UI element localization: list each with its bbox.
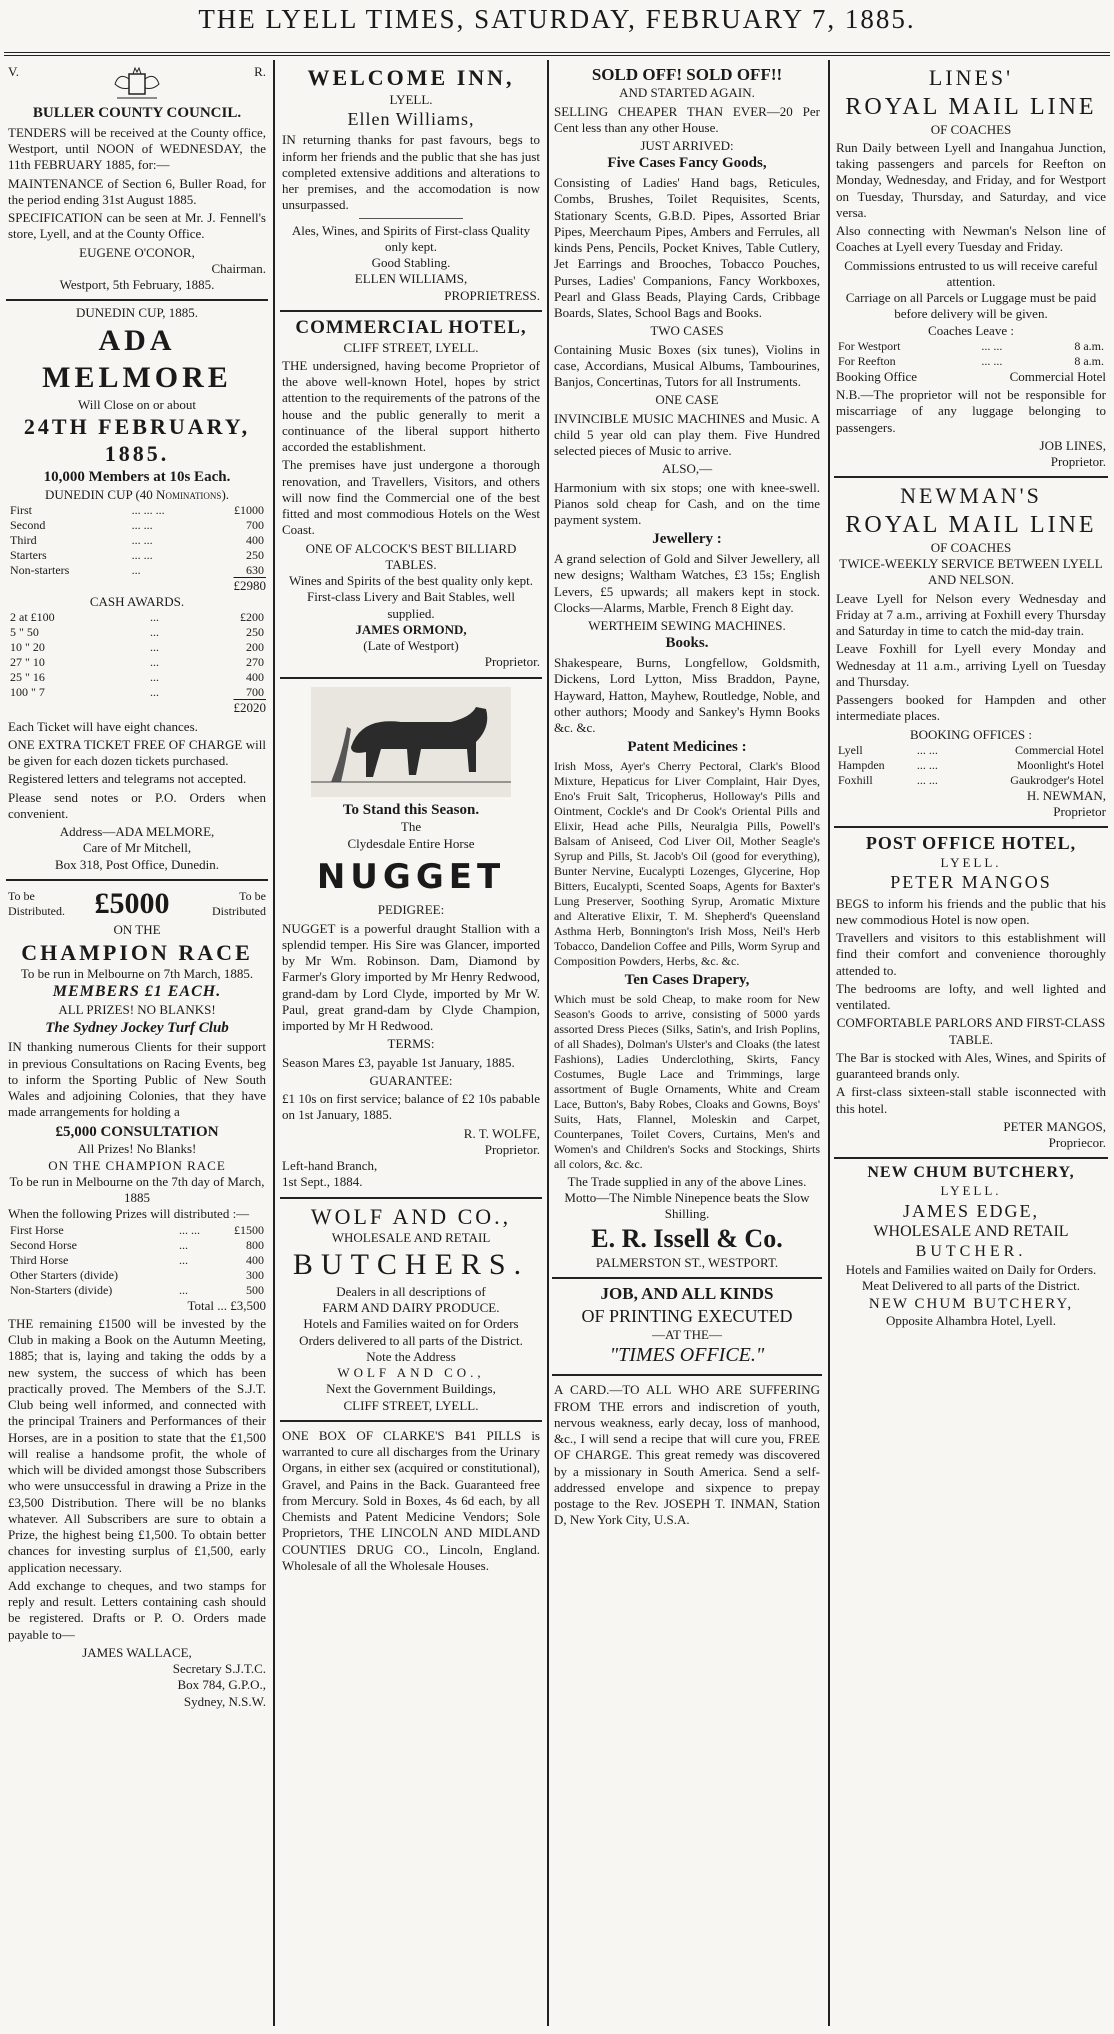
champion-onthe: ON THE <box>113 922 161 938</box>
column-3 <box>552 60 822 2026</box>
sold-fancy: Five Cases Fancy Goods, <box>607 155 767 172</box>
nugget-signature: R. T. WOLFE, <box>463 1125 540 1141</box>
newman-signature: H. NEWMAN, <box>1026 787 1106 803</box>
sold-sub: AND STARTED AGAIN. <box>619 85 755 101</box>
post-p5: The Bar is stocked with Ales, Wines, and Spirits of guaranteed brands only. <box>836 1049 1106 1081</box>
table-cell: 27 " 10 <box>10 655 45 670</box>
table-cell: 630 <box>246 562 264 577</box>
table-cell: ... <box>150 685 160 700</box>
champion-club: The Sydney Jockey Turf Club <box>45 1019 229 1036</box>
clarke-body: ONE BOX OF CLARKE'S B41 PILLS is warranted to cure all discharges from the Urinary Organs, in either sex (acquired or constitutional), Gravel, and Pains in the Back. Guaranteed free from Mercury. Sold in Boxes, 4s 6d each, by all Chemists and Patent Medicine Vendors; Sole Proprietors, THE LINCOLN AND MIDLAND COUNTIES DRUG CO., Lincoln, England. Wholesale of all the Wholesale Houses. <box>282 1427 540 1573</box>
champion-body: IN thanking numerous Clients for their support in previous Consultations on Racing Events, beg to inform the Sporting Public of New South Wales and adjoining Colonies, that they have made arrangements for holding a <box>8 1039 266 1120</box>
dunedin-addr2: Care of Mr Mitchell, <box>82 840 192 856</box>
table-cell: ... <box>131 562 141 577</box>
table-cell: ... <box>150 625 160 640</box>
sold-motto: Motto—The Nimble Ninepence beats the Slow Shilling. <box>564 1190 810 1222</box>
lines-schedule <box>836 339 1106 369</box>
post-place: LYELL. <box>940 854 1002 870</box>
column-4 <box>834 60 1108 2026</box>
nugget-name: NUGGET <box>316 856 506 897</box>
column-rule <box>828 60 830 2026</box>
welcome-ales: Ales, Wines, and Spirits of First-class Quality only kept. <box>291 222 531 254</box>
sold-issell: E. R. Issell & Co. <box>591 1223 783 1253</box>
sold-onebody: INVINCIBLE MUSIC MACHINES and Music. A child 5 year old can play them. Five Hundred selected pieces of Music to arrive. <box>554 410 820 458</box>
table-cell: Lyell <box>838 742 863 757</box>
table-cell: £1000 <box>234 502 264 517</box>
table-cell: 250 <box>246 625 264 640</box>
council-spec: SPECIFICATION can be seen at Mr. J. Fennell's store, Lyell, and at the County Office. <box>8 210 266 242</box>
table-cell: ... ... <box>131 517 153 532</box>
lines-also: Also connecting with Newman's Nelson line of Coaches at Lyell every Tuesday and Friday. <box>836 223 1106 255</box>
vr-right: R. <box>254 64 266 79</box>
table-row <box>8 1238 266 1253</box>
table-cell: ... ... <box>916 742 938 757</box>
champion-amount: £5000 <box>94 886 170 920</box>
welcome-role: PROPRIETRESS. <box>444 287 540 303</box>
table-cell: Hampden <box>838 757 885 772</box>
table-cell: Second Horse <box>10 1237 77 1252</box>
champion-consult: £5,000 CONSULTATION <box>55 1123 219 1140</box>
champion-exchange: Add exchange to cheques, and two stamps for reply and result. Letters containing cash should be registered. Drafts or P. O. Orders made payable to— <box>8 1577 266 1642</box>
council-notice <box>6 60 268 301</box>
champion-members: MEMBERS £1 EACH. <box>52 983 222 1001</box>
champion-run: To be run in Melbourne on 7th March, 1885. <box>20 966 254 981</box>
sold-also: ALSO,— <box>661 461 713 477</box>
wolf-butchers-ad <box>280 1199 542 1422</box>
sold-patent: Patent Medicines : <box>627 739 747 756</box>
champion-tobe: To be Distributed. <box>8 888 65 918</box>
sold-drapery: Ten Cases Drapery, <box>624 972 750 988</box>
dunedin-addr1: Address—ADA MELMORE, <box>59 824 215 839</box>
champion-sig4: Sydney, N.S.W. <box>183 1693 266 1709</box>
table-row <box>8 548 266 563</box>
table-row <box>8 1283 266 1298</box>
table-cell: 200 <box>246 640 264 655</box>
champion-tobe2: To be Distributed <box>212 888 266 918</box>
sold-trade: The Trade supplied in any of the above Lines. <box>567 1173 807 1189</box>
nugget-stallion-ad <box>280 679 542 1199</box>
sold-off-ad <box>552 60 822 1279</box>
welcome-body: IN returning thanks for past favours, begs to inform her friends and the public that she has just completed extensive additions and alterations to her premises, and the accomodation is now unsurpassed. <box>282 132 540 213</box>
newman-role: Proprietor <box>1053 804 1106 819</box>
welcome-title: WELCOME INN, <box>307 65 515 90</box>
commercial-wines: Wines and Spirits of the best quality only kept. <box>289 573 533 588</box>
table-cell: ... <box>150 640 160 655</box>
job-atthe: —AT THE— <box>652 1327 722 1342</box>
champion-allprizes: ALL PRIZES! NO BLANKS! <box>58 1002 216 1018</box>
table-row <box>8 625 266 640</box>
council-title: BULLER COUNTY COUNCIL. <box>32 105 242 121</box>
table-row <box>836 339 1106 354</box>
table-row <box>8 655 266 670</box>
champion-dist: When the following Prizes will distributed :— <box>8 1206 250 1222</box>
nugget-body: NUGGET is a powerful draught Stallion with a splendid temper. His Sire was Glancer, imported by Mr Wm. Robinson. Dam, Diamond by Farmer's Glory imported by Mr Henry Redwood, grand-dam by Lord Clyde, imported by Mr W. Paul, great grand-dam by Clyde Champion, imported by Mr H Redwood. <box>282 920 540 1033</box>
table-cell: Third Horse <box>10 1252 69 1267</box>
job-printing-ad <box>552 1279 822 1376</box>
post-name: PETER MANGOS <box>890 872 1052 892</box>
post-signature: PETER MANGOS, <box>1003 1118 1106 1134</box>
sold-twobody: Containing Music Boxes (six tunes), Violins in case, Accordians, Musical Albums, Tambourines, Banjos, Concertinas, Tutors for all Instruments. <box>554 341 820 389</box>
commercial-livery: First-class Livery and Bait Stables, well supplied. <box>307 589 515 621</box>
table-cell: 400 <box>246 532 264 547</box>
commercial-billiard: ONE OF ALCOCK'S BEST BILLIARD TABLES. <box>305 540 517 572</box>
lines-commissions: Commissions entrusted to us will receive careful attention. <box>844 257 1098 289</box>
table-cell: 300 <box>246 1267 264 1282</box>
card-body: A CARD.—TO ALL WHO ARE SUFFERING FROM THE errors and indiscretion of youth, nervous weakness, early decay, loss of manhood, &c., I will send a recipe that will cure you, FREE OF CHARGE. This great remedy was discovered by a missionary in South America. Send a self-addressed envelope and sixpence to prepay postage to the Rev. JOSEPH T. INMAN, Station D, New York City, U.S.A. <box>554 1382 820 1528</box>
council-role: Chairman. <box>211 260 266 276</box>
card-ad <box>552 1376 822 1536</box>
table-row <box>836 743 1106 758</box>
table-row <box>836 354 1106 369</box>
nugget-stand: To Stand this Season. <box>342 801 480 818</box>
welcome-place: LYELL. <box>389 91 433 107</box>
dunedin-close: Will Close on or about <box>78 396 196 412</box>
council-signature: EUGENE O'CONOR, <box>79 244 195 260</box>
wolf-farm: FARM AND DAIRY PRODUCE. <box>322 1300 500 1315</box>
column-1 <box>6 60 268 2026</box>
table-cell: ... ... <box>131 547 153 562</box>
table-cell: £200 <box>240 610 264 625</box>
commercial-role: Proprietor. <box>484 654 540 670</box>
post-p4: COMFORTABLE PARLORS AND FIRST-CLASS TABLE. <box>836 1015 1106 1047</box>
lines-carriage: Carriage on all Parcels or Luggage must be paid before delivery will be given. <box>845 290 1097 322</box>
table-cell: Moonlight's Hotel <box>1016 757 1104 772</box>
table-cell: 10 " 20 <box>10 640 45 655</box>
champion-sig2: Secretary S.J.T.C. <box>172 1661 266 1676</box>
newman-p2: Leave Foxhill for Lyell every Monday and Wednesday at 11 a.m., arriving Lyell on Tuesday and Thursday. <box>836 641 1106 689</box>
chum-name: JAMES EDGE, <box>902 1200 1039 1221</box>
table-cell: 700 <box>246 517 264 532</box>
dunedin-prize-total: £2980 <box>233 577 266 593</box>
table-row <box>8 533 266 548</box>
newman-offices: BOOKING OFFICES : <box>909 726 1033 742</box>
sold-arrived: JUST ARRIVED: <box>640 138 734 153</box>
table-cell: ... ... <box>981 353 1003 368</box>
sold-harmonium: Harmonium with six stops; one with knee-swell. Pianos sold cheap for Cash, and on the time payment system. <box>554 479 820 527</box>
lines-nb: N.B.—The proprietor will not be responsible for miscarriage of any luggage belonging to passengers. <box>836 387 1106 435</box>
post-p3: The bedrooms are lofty, and well lighted and ventilated. <box>836 980 1106 1012</box>
champion-noblanks: All Prizes! No Blanks! <box>77 1141 197 1157</box>
table-cell: ... ... <box>916 772 938 787</box>
nugget-guarantee: GUARANTEE: <box>369 1072 453 1088</box>
table-cell: Non-starters <box>10 562 70 577</box>
commercial-signature: JAMES ORMOND, <box>355 621 467 637</box>
table-row <box>8 685 266 700</box>
sold-patentbody: Irish Moss, Ayer's Cherry Pectoral, Clark's Blood Mixture, Hepaticus for Liver Complaint, Hair Dyes, Eno's Fruit Salt, Tricopherus, Holloway's Pills and Ointment, Cockle's and Dr Cook's Oriental Pills and Elixir, Head ache Pills, Neuralgia Pills, Powell's Balsam of Aniseed, Cod Liver Oil, Mother Seagle's Syrup and Pills, St. Jacob's Oil (good for everything), Bunter Nervine, Eucalypti Lozenges, Glycerine, Hop Bitters, Eucalypti, Scented Soaps, Agents for Baxter's Lung Preserver, Soothing Syrup, Aromatic Mixture and Alterative Elixir, T. M. Shepherd's Queensland Asthma Herb, Bonnington's Irish Moss, Neil's Herb Tobacco, Dandelion Coffee and Pills, Worm Syrup and Composition Powders, Herbs, &c. &c. <box>554 759 820 968</box>
chum-p2: Meat Delivered to all parts of the District. <box>861 1278 1081 1294</box>
table-row <box>8 640 266 655</box>
dunedin-award-total: £2020 <box>233 700 266 716</box>
wolf-dealers: Dealers in all descriptions of <box>336 1283 486 1299</box>
chum-title: NEW CHUM BUTCHERY, <box>867 1164 1075 1182</box>
table-cell: 25 " 16 <box>10 670 45 685</box>
table-row <box>8 518 266 533</box>
wolf-butchers: BUTCHERS. <box>292 1248 530 1282</box>
lines-coaches: OF COACHES <box>930 121 1012 137</box>
dunedin-p4: Please send notes or P.O. Orders when convenient. <box>8 789 266 821</box>
commercial-title: COMMERCIAL HOTEL, <box>295 316 527 338</box>
champion-total: Total ... £3,500 <box>187 1297 266 1313</box>
vr-left: V. <box>8 64 19 79</box>
table-cell: 400 <box>246 670 264 685</box>
lines-body: Run Daily between Lyell and Inangahua Junction, taking passengers and parcels for Reefton on Monday, Wednesday, and Friday, and for Westport on Tuesday, Thursday, and Saturday, and vice versa. <box>836 139 1106 220</box>
welcome-name: Ellen Williams, <box>347 108 475 129</box>
dunedin-head: DUNEDIN CUP, 1885. <box>75 305 199 321</box>
nugget-breed: Clydesdale Entire Horse <box>347 835 475 851</box>
table-cell <box>177 1268 215 1283</box>
job-office: "TIMES OFFICE." <box>609 1344 765 1367</box>
commercial-premises: The premises have just undergone a thorough renovation, and Travellers, Visitors, and others will now find the Commercial one of the best fitted and most commodious Hotels on the West Coast. <box>282 457 540 538</box>
sold-fancybody: Consisting of Ladies' Hand bags, Reticules, Combs, Brushes, Toilet Requisites, Scents, Stationary Scents, G.B.D. Pipes, Assorted Briar Pipes, Meerchaum Pipes, Ambers and Ferrules, all kinds Pens, Pencils, Pocket Knives, Table Cutlery, Jet Earrings and Brooches, Tobacco Pouches, Purses, Ladies' Companions, Fancy Workboxes, Pearl and Glass Beads, Playing Cards, Cribbage Boards, Slates, School Bags and Books. <box>554 175 820 320</box>
table-cell: First Horse <box>10 1222 64 1237</box>
lines-leave: Coaches Leave : <box>928 322 1014 338</box>
council-date: Westport, 5th February, 1885. <box>59 277 215 292</box>
table-cell: ... ... <box>178 1222 200 1237</box>
council-item: MAINTENANCE of Section 6, Buller Road, for the period ending 31st August 1885. <box>8 175 266 207</box>
table-cell: Other Starters (divide) <box>10 1267 118 1282</box>
table-cell: For Reefton <box>838 353 896 368</box>
sold-books: Books. <box>665 635 709 652</box>
council-body: TENDERS will be received at the County office, Westport, until NOON of WEDNESDAY, the 11th FEBRUARY 1885, for:— <box>8 124 266 173</box>
table-cell: ... <box>150 655 160 670</box>
dunedin-cash-head: CASH AWARDS. <box>89 594 185 609</box>
clarke-pills-ad <box>280 1422 542 1582</box>
sold-drapbody: Which must be sold Cheap, to make room for New Season's Goods to arrive, consisting of 5000 yards assorted Dress Pieces (Silks, Satin's, and Irish Poplins, of all Shades), Dolman's Ulster's and Cloaks (the latest Fashions), Ladies Underclothing, Skirts, Fancy Costumes, Bugle Lace and Trimmings, large assortment of Bugle Ornaments, White and Cream Lace, Button's, Baby Robes, Cloaks and Gowns, Boys' Suits, Hats, Flannel, Moleskin and Carpet, Counterpanes, Toilet Covers, Curtains, Men's and Women's and Children's Socks and Stockings, Shirts all colors, &c. &c. <box>554 991 820 1171</box>
wolf-hotels: Hotels and Families waited on for Orders <box>303 1316 519 1332</box>
table-cell: 400 <box>246 1252 264 1267</box>
nugget-terms: TERMS: <box>387 1036 435 1052</box>
dunedin-addr3: Box 318, Post Office, Dunedin. <box>54 856 220 872</box>
chum-place: LYELL. <box>940 1183 1002 1199</box>
dunedin-title: ADA MELMORE <box>42 323 232 394</box>
champion-remain: THE remaining £1500 will be invested by the Club in making a Book on the Autumn Meeting, 1885; that is, laying and taking the odds by a new system, the success of which has been practically proved. The Members of the S.J.T. Club being well informed, and connected with the principal Trainers and Performances of their Horses, are in a position to state that the £1,500 will realise a handsome profit, the whole of which will be divided amongst those Subscribers who were unsuccessful in drawing a Prize in the £3,500 Distribution. There will be no blanks whatever. All Subscribers are sure to obtain a Prize, the highest being £1,500. To obtain better chances for investing surplus of £1,500, early application necessary. <box>8 1315 266 1575</box>
champion-race2: ON THE CHAMPION RACE <box>48 1157 226 1173</box>
new-chum-butchery-ad <box>834 1159 1108 1335</box>
wolf-orders: Orders delivered to all parts of the District. <box>299 1332 523 1348</box>
table-cell: Starters <box>10 547 47 562</box>
table-cell: ... <box>178 1252 188 1267</box>
sold-jewellery: Jewellery : <box>652 531 722 548</box>
table-cell: 5 " 50 <box>10 625 39 640</box>
newman-coaches: OF COACHES <box>930 539 1012 555</box>
lines-title: LINES' <box>928 65 1014 90</box>
lines-bookplace: Commercial Hotel <box>1009 368 1106 384</box>
chum-p1: Hotels and Families waited on Daily for Orders. <box>845 1262 1097 1277</box>
post-p6: A first-class sixteen-stall stable isconnected with this hotel. <box>836 1084 1106 1116</box>
table-cell: Non-Starters (divide) <box>10 1282 113 1297</box>
table-cell: 100 " 7 <box>10 685 45 700</box>
sold-title: SOLD OFF! SOLD OFF!! <box>591 65 783 84</box>
table-row <box>8 610 266 625</box>
nugget-gtext: £1 10s on first service; balance of £2 10s pabable on 1st January, 1885. <box>282 1091 540 1123</box>
divider <box>359 218 462 219</box>
masthead-rule <box>4 52 1110 56</box>
chum-foot: NEW CHUM BUTCHERY, <box>868 1295 1074 1312</box>
table-row <box>8 1253 266 1268</box>
dunedin-date: 24TH FEBRUARY, 1885. <box>23 413 251 467</box>
table-cell: ... <box>150 610 160 625</box>
table-cell: 500 <box>246 1282 264 1297</box>
table-cell: 8 a.m. <box>1074 338 1104 353</box>
nugget-date: 1st Sept., 1884. <box>282 1174 363 1190</box>
table-cell: ... <box>150 670 160 685</box>
table-row <box>8 503 266 518</box>
dunedin-awards <box>8 610 266 700</box>
sold-one: ONE CASE <box>655 392 719 408</box>
horse-illustration-icon <box>311 687 511 797</box>
sold-booksbody: Shakespeare, Burns, Longfellow, Goldsmith, Dickens, Lord Lytton, Miss Braddon, Payne, Hayward, Hatton, Mayhew, Routledge, Noble, and other authors; Moody and Sankey's Hymn Books &c. &c. <box>554 655 820 735</box>
wolf-sub: WHOLESALE AND RETAIL <box>331 1230 491 1245</box>
table-cell: 2 at £100 <box>10 610 55 625</box>
table-cell: Foxhill <box>838 772 873 787</box>
table-cell: Third <box>10 532 37 547</box>
dunedin-cupline: DUNEDIN CUP (40 Nominations). <box>44 486 230 502</box>
chum-opp: Opposite Alhambra Hotel, Lyell. <box>885 1313 1057 1329</box>
newman-royal: ROYAL MAIL LINE <box>845 511 1097 538</box>
nugget-role: Proprietor. <box>484 1141 540 1157</box>
post-role: Propriecor. <box>1048 1135 1106 1150</box>
newman-offices-table <box>836 743 1106 788</box>
table-cell: Commercial Hotel <box>1015 742 1104 757</box>
wolf-title: WOLF AND CO., <box>310 1203 512 1229</box>
lines-royal: ROYAL MAIL LINE <box>845 93 1097 120</box>
post-office-hotel-ad <box>834 828 1108 1159</box>
table-row <box>836 758 1106 773</box>
post-title: POST OFFICE HOTEL, <box>865 833 1077 854</box>
welcome-signature: ELLEN WILLIAMS, <box>354 271 468 287</box>
champion-race-ad <box>6 881 268 1716</box>
column-2 <box>280 60 542 2026</box>
lines-signature: JOB LINES, <box>1039 437 1106 453</box>
commercial-place: CLIFF STREET, LYELL. <box>343 339 479 355</box>
newman-title: NEWMAN'S <box>900 483 1042 509</box>
welcome-stabling: Good Stabling. <box>371 255 451 270</box>
royal-crest-icon <box>107 64 167 104</box>
chum-sub: WHOLESALE AND RETAIL <box>873 1223 1069 1240</box>
sold-two: TWO CASES <box>650 323 724 339</box>
nugget-pedigree: PEDIGREE: <box>377 902 445 918</box>
newman-twice: TWICE-WEEKLY SERVICE BETWEEN LYELL AND NELSON. <box>839 556 1103 588</box>
commercial-late: (Late of Westport) <box>363 638 459 653</box>
sold-selling: SELLING CHEAPER THAN EVER—20 Per Cent less than any other House. <box>554 103 820 135</box>
table-row <box>836 773 1106 788</box>
commercial-body: THE undersigned, having become Proprietor of the above well-known Hotel, hopes by strict attention to the requirements of the patrons of the house and the public generally to merit a continuance of the liberal support hitherto accorded the establishment. <box>282 357 540 454</box>
wolf-next: Next the Government Buildings, <box>326 1381 496 1397</box>
table-row <box>8 563 266 578</box>
dunedin-members: 10,000 Members at 10s Each. <box>43 468 231 485</box>
table-cell: ... ... <box>131 532 153 547</box>
column-rule <box>273 60 275 2026</box>
champion-race-title: CHAMPION RACE <box>21 939 253 965</box>
table-cell: 800 <box>246 1237 264 1252</box>
lines-role: Proprietor. <box>1050 454 1106 469</box>
newman-coaches-ad <box>834 478 1108 828</box>
dunedin-prizes <box>8 503 266 578</box>
table-cell: For Westport <box>838 338 901 353</box>
post-p2: Travellers and visitors to this establishment will find their comfort and convenience thoroughly attended to. <box>836 930 1106 978</box>
sold-issaddr: PALMERSTON ST., WESTPORT. <box>595 1255 779 1270</box>
table-cell: Second <box>10 517 46 532</box>
newman-p1: Leave Lyell for Nelson every Wednesday and Friday at 7 a.m., arriving at Foxhill every Thursday and Saturday in time to catch the mid-day train. <box>836 590 1106 638</box>
nugget-branch: Left-hand Branch, <box>282 1158 378 1173</box>
nugget-season: Season Mares £3, payable 1st January, 1885. <box>282 1054 515 1070</box>
table-cell: 270 <box>246 655 264 670</box>
table-cell: ... ... <box>916 757 938 772</box>
newman-p3: Passengers booked for Hampden and other intermediate places. <box>836 692 1106 724</box>
champion-run2: To be run in Melbourne on the 7th day of March, 1885 <box>9 1173 265 1205</box>
table-cell: £1500 <box>234 1222 264 1237</box>
sold-jewbody: A grand selection of Gold and Silver Jewellery, all new designs; Waltham Watches, £3 15s; English Levers, £5 upwards; all makers kept in stock. Clocks—Alarms, Marble, French 8 Eight day. <box>554 551 820 615</box>
table-cell: 8 a.m. <box>1074 353 1104 368</box>
champion-sig3: Box 784, G.P.O., <box>177 1677 266 1693</box>
column-rule <box>547 60 549 2026</box>
table-row <box>8 1223 266 1238</box>
wolf-addr: WOLF AND CO., <box>337 1365 485 1380</box>
champion-signature: JAMES WALLACE, <box>82 1644 192 1660</box>
dunedin-cup-ad <box>6 301 268 881</box>
table-row <box>8 1268 266 1283</box>
dunedin-p3: Registered letters and telegrams not accepted. <box>8 771 247 787</box>
lines-booking: Booking Office <box>836 368 917 384</box>
table-cell: Gaukrodger's Hotel <box>1010 772 1104 787</box>
wolf-street: CLIFF STREET, LYELL. <box>343 1397 479 1413</box>
commercial-hotel-ad <box>280 312 542 679</box>
job-printing: OF PRINTING EXECUTED <box>581 1305 793 1326</box>
lines-coaches-ad <box>834 60 1108 478</box>
sold-wertheim: WERTHEIM SEWING MACHINES. <box>588 618 786 633</box>
table-cell: ... <box>178 1237 188 1252</box>
dunedin-p2: ONE EXTRA TICKET FREE OF CHARGE will be given for each dozen tickets purchased. <box>8 736 266 768</box>
job-title: JOB, AND ALL KINDS <box>600 1284 774 1304</box>
wolf-note: Note the Address <box>366 1348 456 1364</box>
table-cell: 700 <box>246 685 264 700</box>
table-cell: 250 <box>246 547 264 562</box>
table-cell: ... <box>178 1282 188 1297</box>
table-row <box>8 670 266 685</box>
welcome-inn-ad <box>280 60 542 312</box>
champion-prizes <box>8 1223 266 1298</box>
masthead: THE LYELL TIMES, SATURDAY, FEBRUARY 7, 1885. <box>198 4 916 34</box>
chum-butcher: BUTCHER. <box>915 1243 1027 1260</box>
table-cell: ... ... ... <box>131 502 165 517</box>
post-body: BEGS to inform his friends and the public that his new commodious Hotel is now open. <box>836 895 1106 927</box>
dunedin-p1: Each Ticket will have eight chances. <box>8 718 198 734</box>
nugget-the: The <box>400 819 422 835</box>
table-cell: First <box>10 502 33 517</box>
table-cell: ... ... <box>981 338 1003 353</box>
